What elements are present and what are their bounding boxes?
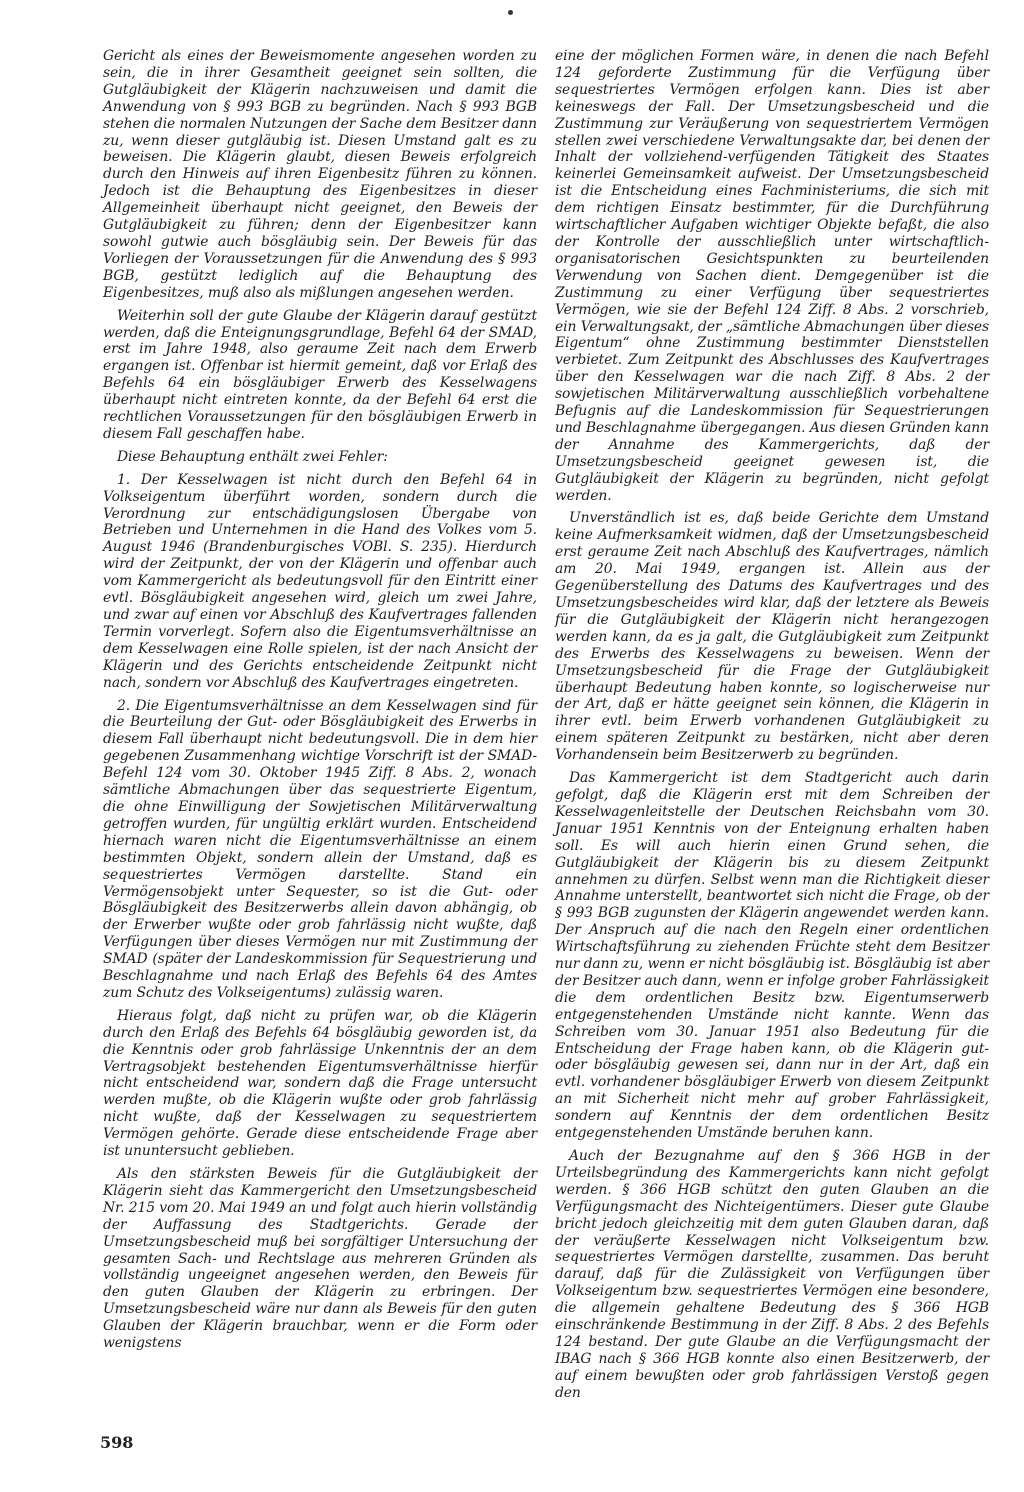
paragraph: Gericht als eines der Beweismomente angesehen worden zu sein, die in ihrer Gesamtheit geeignet sein sollten, die Gutgläubigkeit der Klägerin nachzuweisen und damit die Anwendung von § 993 BGB zu begründen. Nach § 993 BGB stehen die normalen Nutzungen der Sache dem Besitzer dann zu, wenn dieser gutgläubig ist. Diesen Umstand galt es zu beweisen. Die Klägerin glaubt, diesen Beweis erfolgreich durch den Hinweis auf ihren Eigenbesitz führen zu können. Jedoch ist die Behauptung des Eigenbesitzes in dieser Allgemeinheit überhaupt nicht geeignet, den Beweis der Gutgläubigkeit zu führen; denn der Eigenbesitzer kann sowohl gutwie auch bösgläubig sein. Der Beweis für das Vorliegen der Voraussetzungen für die Anwendung des § 993 BGB, gestützt lediglich auf die Behauptung des Eigenbesitzes, muß also als mißlungen angesehen werden. (103, 48, 537, 301)
paragraph: 1. Der Kesselwagen ist nicht durch den Befehl 64 in Volkseigentum überführt worden, sondern durch die Verordnung zur entschädigungslosen Übergabe von Betrieben und Unternehmen in die Hand des Volkes vom 5. August 1946 (Brandenburgisches VOBl. S. 235). Hierdurch wird der Zeitpunkt, der von der Klägerin und offenbar auch vom Kammergericht als bedeutungsvoll für den Eintritt einer evtl. Bösgläubigkeit angesehen wird, gleich um zwei Jahre, und zwar auf einen vor Abschluß des Kaufvertrages fallenden Termin vorverlegt. Sofern also die Eigentumsverhältnisse an dem Kesselwagen eine Rolle spielen, ist der nach Ansicht der Klägerin und des Gerichts entscheidende Zeitpunkt nicht nach, sondern vor Abschluß des Kaufvertrages eingetreten. (103, 471, 537, 691)
left-column (103, 48, 537, 1358)
paragraph: 2. Die Eigentumsverhältnisse an dem Kesselwagen sind für die Beurteilung der Gut- oder Bösgläubigkeit des Erwerbs in diesem Fall überhaupt nicht bedeutungsvoll. Die in dem hier gegebenen Zusammenhang wichtige Vorschrift ist der SMAD-Befehl 124 vom 30. Oktober 1945 Ziff. 8 Abs. 2, wonach sämtliche Abmachungen über das sequestrierte Eigentum, die ohne Einwilligung der Sowjetischen Militärverwaltung getroffen wurden, für ungültig erklärt wurden. Entscheidend hiernach waren nicht die Eigentumsverhältnisse an einem bestimmten Objekt, sondern allein der Umstand, daß es sequestriertes Vermögen darstellte. Stand ein Vermögensobjekt unter Sequester, so ist die Gut- oder Bösgläubigkeit des Besitzerwerbs allein davon abhängig, ob der Erwerber wußte oder grob fahrlässig nicht wußte, daß Verfügungen über dieses Vermögen nur mit Zustimmung der SMAD (später der Landeskommission für Sequestrierung und Beschlagnahme und nach Erlaß des Befehls 64 des Amtes zum Schutz des Volkseigentums) zulässig waren. (103, 697, 537, 1001)
right-column (555, 48, 989, 1408)
paragraph: Unverständlich ist es, daß beide Gerichte dem Umstand keine Aufmerksamkeit widmen, daß der Umsetzungsbescheid erst geraume Zeit nach Abschluß des Kaufvertrages, nämlich am 20. Mai 1949, ergangen ist. Allein aus der Gegenüberstellung des Datums des Kaufvertrages und des Umsetzungsbescheides wird klar, daß der letztere als Beweis für die Gutgläubigkeit der Klägerin nicht herangezogen werden kann, da es ja galt, die Gutgläubigkeit zum Zeitpunkt des Erwerbs des Kesselwagens zu beweisen. Wenn der Umsetzungsbescheid für die Frage der Gutgläubigkeit überhaupt Bedeutung haben konnte, so logischerweise nur der Art, daß er hätte geeignet sein können, die Klägerin in ihrer evtl. beim Erwerb vorhandenen Gutgläubigkeit zu einem späteren Zeitpunkt zu bestärken, nicht aber deren Vorhandensein beim Besitzerwerb zu begründen. (555, 510, 989, 764)
paragraph: Auch der Bezugnahme auf den § 366 HGB in der Urteilsbegründung des Kammergerichts kann nicht gefolgt werden. § 366 HGB schützt den guten Glauben an die Verfügungsmacht des Nichteigentümers. Dieser gute Glaube bricht jedoch gleichzeitig mit dem guten Glauben daran, daß der veräußerte Kesselwagen nicht Volkseigentum bzw. sequestriertes Vermögen darstellte, zusammen. Das beruht darauf, daß für die Zulässigkeit von Verfügungen über Volkseigentum bzw. sequestriertes Vermögen eine besondere, die allgemein gehaltene Bedeutung des § 366 HGB einschränkende Bestimmung in der Ziff. 8 Abs. 2 des Befehls 124 bestand. Der gute Glaube an die Verfügungsmacht der IBAG nach § 366 HGB konnte also einen Besitzerwerb, der auf einem bewußten oder grob fahrlässigen Verstoß gegen den (555, 1148, 989, 1401)
paragraph: Als den stärksten Beweis für die Gutgläubigkeit der Klägerin sieht das Kammergericht den Umsetzungsbescheid Nr. 215 vom 20. Mai 1949 an und folgt auch hierin vollständig der Auffassung des Stadtgerichts. Gerade der Umsetzungsbescheid muß bei sorgfältiger Untersuchung der gesamten Sach- und Rechtslage aus mehreren Gründen als vollständig ungeeignet angesehen werden, den Beweis für den guten Glauben der Klägerin zu erbringen. Der Umsetzungsbescheid wäre nur dann als Beweis für den guten Glauben der Klägerin brauchbar, wenn er die Form oder wenigstens (103, 1166, 537, 1352)
top-mark (508, 10, 513, 15)
paragraph: eine der möglichen Formen wäre, in denen die nach Befehl 124 geforderte Zustimmung für die Verfügung über sequestriertes Vermögen erfolgen kann. Dies ist aber keineswegs der Fall. Der Umsetzungsbescheid und die Zustimmung zur Veräußerung von sequestriertem Vermögen stellen zwei verschiedene Verwaltungsakte dar, bei denen der Inhalt der vollziehend-verfügenden Tätigkeit des Staates keinerlei Gemeinsamkeit aufweist. Der Umsetzungsbescheid ist die Entscheidung eines Fachministeriums, die sich mit dem richtigen Einsatz bestimmter, für die Durchführung wirtschaftlicher Aufgaben wichtiger Objekte befaßt, die also der Kontrolle der ausschließlich unter wirtschaftlich-organisatorischen Gesichtspunkten zu beurteilenden Verwendung von Sachen dient. Demgegenüber ist die Zustimmung zu einer Verfügung über sequestriertes Vermögen, wie sie der Befehl 124 Ziff. 8 Abs. 2 vorschrieb, ein Verwaltungsakt, der „sämtliche Abmachungen über dieses Eigentum“ ohne Zustimmung bestimmter Dienststellen verbietet. Zum Zeitpunkt des Abschlusses des Kaufvertrages über den Kesselwagen war die nach Ziff. 8 Abs. 2 der sowjetischen Militärverwaltung ausschließlich vorbehaltene Befugnis auf die Landeskommission für Sequestrierungen und Beschlagnahme übergegangen. Aus diesen Gründen kann der Annahme des Kammergerichts, daß der Umsetzungsbescheid geeignet gewesen ist, die Gutgläubigkeit der Klägerin zu begründen, nicht gefolgt werden. (555, 48, 989, 504)
paragraph: Weiterhin soll der gute Glaube der Klägerin darauf gestützt werden, daß die Enteignungsgrundlage, Befehl 64 der SMAD, erst im Jahre 1948, also geraume Zeit nach dem Erwerb ergangen ist. Offenbar ist hiermit gemeint, daß vor Erlaß des Befehls 64 ein bösgläubiger Erwerb des Kesselwagens überhaupt nicht eintreten konnte, da der Befehl 64 erst die rechtlichen Voraussetzungen für den bösgläubigen Erwerb in diesem Fall geschaffen habe. (103, 307, 537, 442)
paragraph: Das Kammergericht ist dem Stadtgericht auch darin gefolgt, daß die Klägerin erst mit dem Schreiben der Kesselwagenleitstelle der Deutschen Reichsbahn vom 30. Januar 1951 Kenntnis von der Enteignung erhalten haben soll. Es will auch hierin einen Grund sehen, die Gutgläubigkeit der Klägerin bis zu diesem Zeitpunkt annehmen zu dürfen. Selbst wenn man die Richtigkeit dieser Annahme unterstellt, beantwortet sich nicht die Frage, ob der § 993 BGB zugunsten der Klägerin angewendet werden kann. Der Anspruch auf die nach den Regeln einer ordentlichen Wirtschaftsführung zu ziehenden Früchte steht dem Besitzer nur dann zu, wenn er nicht bösgläubig ist. Bösgläubig ist aber der Besitzer auch dann, wenn er infolge grober Fahrlässigkeit die dem ordentlichen Besitz bzw. Eigentumserwerb entgegenstehenden Umstände nicht kannte. Wenn das Schreiben vom 30. Januar 1951 also Bedeutung für die Entscheidung der Frage haben kann, ob die Klägerin gut- oder bösgläubig gewesen sei, dann nur in der Art, daß ein evtl. vorhandener bösgläubiger Erwerb von diesem Zeitpunkt an mit Sicherheit nicht mehr auf grober Fahrlässigkeit, sondern auf Kenntnis der dem ordentlichen Besitz entgegenstehenden Umstände beruhen kann. (555, 770, 989, 1142)
paragraph: Diese Behauptung enthält zwei Fehler: (117, 448, 388, 465)
paragraph: Hieraus folgt, daß nicht zu prüfen war, ob die Klägerin durch den Erlaß des Befehls 64 bösgläubig geworden ist, da die Kenntnis oder grob fahrlässige Unkenntnis der an dem Vertragsobjekt bestehenden Eigentumsverhältnisse hierfür nicht entscheidend war, sondern daß die Frage untersucht werden mußte, ob die Klägerin wußte oder grob fahrlässig nicht wußte, daß der Kesselwagen zu sequestriertem Vermögen gehörte. Gerade diese entscheidende Frage aber ist ununtersucht geblieben. (103, 1007, 537, 1160)
page-number: 598 (100, 1433, 134, 1452)
